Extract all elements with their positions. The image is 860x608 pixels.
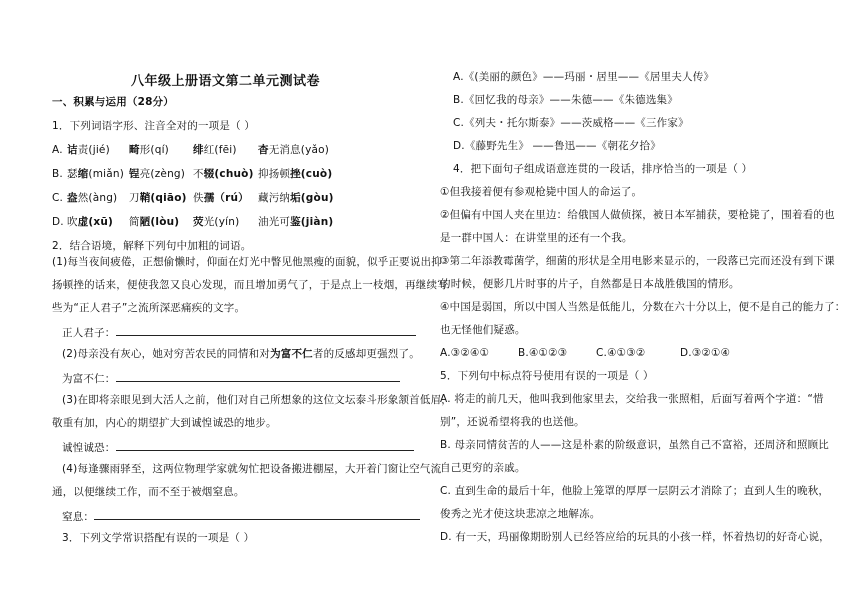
q1-b-item-1: 瑟缩(miǎn)	[67, 168, 125, 180]
answer-blank-3[interactable]	[116, 439, 414, 451]
q2-answer-1	[62, 324, 416, 340]
q2-passage-3-line-1: (3)在即将亲眼见到大活人之前，他们对自己所想象的这位文坛泰斗形象颔首低眉，	[62, 394, 452, 406]
q4-choice-b: B.④①②③	[518, 347, 568, 359]
question-2-stem: 2．结合语境，解释下列句中加粗的词语。	[52, 240, 252, 252]
q2-passage-1-line-1: (1)每当夜间疲倦，正想偷懒时，仰面在灯光中瞥见他黑瘦的面貌，似乎正要说出抑	[52, 256, 442, 268]
q1-b-item-3: 不辍(chuò)	[193, 168, 254, 180]
q1-d-item-3: 荧光(yín)	[193, 216, 240, 228]
q4-line-7: 也无怪他们疑惑。	[440, 324, 526, 336]
q1-a-item-3: 绯红(fēi)	[193, 144, 237, 156]
question-4-stem: 4．把下面句子组成语意连贯的一段话，排序恰当的一项是（ ）	[453, 163, 753, 175]
q1-d-item-4: 油光可鉴(jiàn)	[258, 216, 334, 228]
answer-label: 窒息：	[62, 511, 95, 523]
q2-answer-4	[62, 508, 420, 524]
q5-line-1: A. 将走的前几天，他叫我到他家里去，交给我一张照相，后面写着两个字道：“惜	[440, 393, 824, 405]
q1-a-item-2: 畸形(qí)	[129, 144, 169, 156]
q2-passage-1-line-2: 扬顿挫的话来，便使我忽又良心发现，而且增加勇气了，于是点上一枝烟，再继续写	[52, 279, 448, 291]
q2-passage-2: (2)母亲没有灰心，她对穷苦农民的同情和对为富不仁者的反感却更强烈了。	[62, 348, 420, 360]
q4-line-4: ③第二年添教霉菌学，细菌的形状是全用电影来显示的，一段落已完而还没有到下课	[440, 255, 835, 267]
q4-line-6: ④中国是弱国，所以中国人当然是低能儿，分数在六十分以上，便不是自己的能力了：	[440, 301, 846, 313]
q4-line-1: ①但我接着便有参观枪毙中国人的命运了。	[440, 186, 643, 198]
answer-label: 正人君子：	[62, 327, 116, 339]
q1-a-item-1: 诘责(jié)	[67, 144, 110, 156]
q1-d-item-1: 吹虚(xū)	[67, 216, 114, 228]
q2-answer-2	[62, 370, 400, 386]
q1-c-item-4: 藏污纳垢(gòu)	[258, 192, 334, 204]
q1-option-d: D.	[52, 216, 64, 228]
q1-c-item-3: 佚孺（rú）	[193, 192, 249, 204]
q4-line-5: 的时候，便影几片时事的片子，自然都是日本战胜俄国的情形。	[440, 278, 740, 290]
q1-c-item-2: 刀鞘(qiāo)	[129, 192, 187, 204]
q5-line-6: 俊秀之光才使这块悲凉之地解冻。	[440, 508, 601, 520]
q4-choice-a: A.③②④①	[440, 347, 490, 359]
q3-option-b: B.《回忆我的母亲》——朱德——《朱德选集》	[453, 94, 678, 106]
q4-line-3: 是一群中国人：在讲堂里的还有一个我。	[440, 232, 633, 244]
answer-label: 为富不仁：	[62, 373, 116, 385]
q2-answer-3	[62, 439, 414, 455]
answer-label: 诚惶诚恐：	[62, 442, 116, 454]
q3-option-a: A.《(美丽的颜色》——玛丽・居里——《居里夫人传》	[453, 71, 715, 83]
section-heading: 一、积累与运用（28分）	[52, 96, 175, 108]
q5-line-7: D. 有一天，玛丽像期盼别人已经答应给的玩具的小孩一样，怀着热切的好奇心说，	[440, 531, 830, 543]
question-3-stem: 3．下列文学常识搭配有误的一项是（ ）	[62, 532, 255, 544]
q3-option-d: D.《藤野先生》 ——鲁迅——《朝花夕拾》	[453, 140, 661, 152]
answer-blank-4[interactable]	[94, 508, 420, 520]
q2-passage-1-line-3: 些为“正人君子”之流所深恶痛疾的文字。	[52, 302, 246, 314]
q1-b-item-4: 抑扬顿挫(cuò)	[258, 168, 333, 180]
q1-option-b: B.	[52, 168, 63, 180]
q5-line-5: C. 直到生命的最后十年，他脸上笼罩的厚厚一层阴云才消除了；直到人生的晚秋，	[440, 485, 830, 497]
q4-choice-c: C.④①③②	[596, 347, 646, 359]
q4-choice-d: D.③②①④	[680, 347, 731, 359]
option-label: A.	[52, 144, 63, 156]
q1-d-item-2: 简陋(lòu)	[129, 216, 180, 228]
page-title: 八年级上册语文第二单元测试卷	[131, 74, 321, 89]
question-5-stem: 5．下列句中标点符号使用有误的一项是（ ）	[440, 370, 654, 382]
question-1-stem: 1．下列词语字形、注音全对的一项是（ ）	[52, 120, 256, 132]
q1-b-item-2: 锃亮(zèng)	[129, 168, 186, 180]
q1-option-c: C.	[52, 192, 64, 204]
q1-a-item-4: 杳无消息(yǎo)	[258, 144, 330, 156]
q2-passage-3-line-2: 敬重有加，内心的期望扩大到诚惶诚恐的地步。	[52, 417, 277, 429]
q5-line-4: 自己更穷的亲戚。	[440, 462, 526, 474]
q5-line-2: 别”，还说希望将我的也送他。	[440, 416, 585, 428]
q2-passage-4-line-2: 通，以便继续工作，而不至于被烟窒息。	[52, 486, 245, 498]
q2-passage-4-line-1: (4)每逢骤雨驿至，这两位物理学家就匆忙把设备搬进棚屋，大开着门窗让空气流	[62, 463, 442, 475]
q1-option-a	[52, 143, 63, 157]
q4-line-2: ②但偏有中国人夹在里边：给俄国人做侦探，被日本军捕获，要枪毙了，围着看的也	[440, 209, 835, 221]
answer-blank-2[interactable]	[116, 370, 400, 382]
q1-c-item-1: 盎然(àng)	[67, 192, 118, 204]
q3-option-c: C.《列夫・托尔斯泰》——茨威格——《三作家》	[453, 117, 689, 129]
q5-line-3: B. 母亲同情贫苦的人——这是朴素的阶级意识，虽然自己不富裕，还周济和照顾比	[440, 439, 829, 451]
answer-blank-1[interactable]	[116, 324, 416, 336]
